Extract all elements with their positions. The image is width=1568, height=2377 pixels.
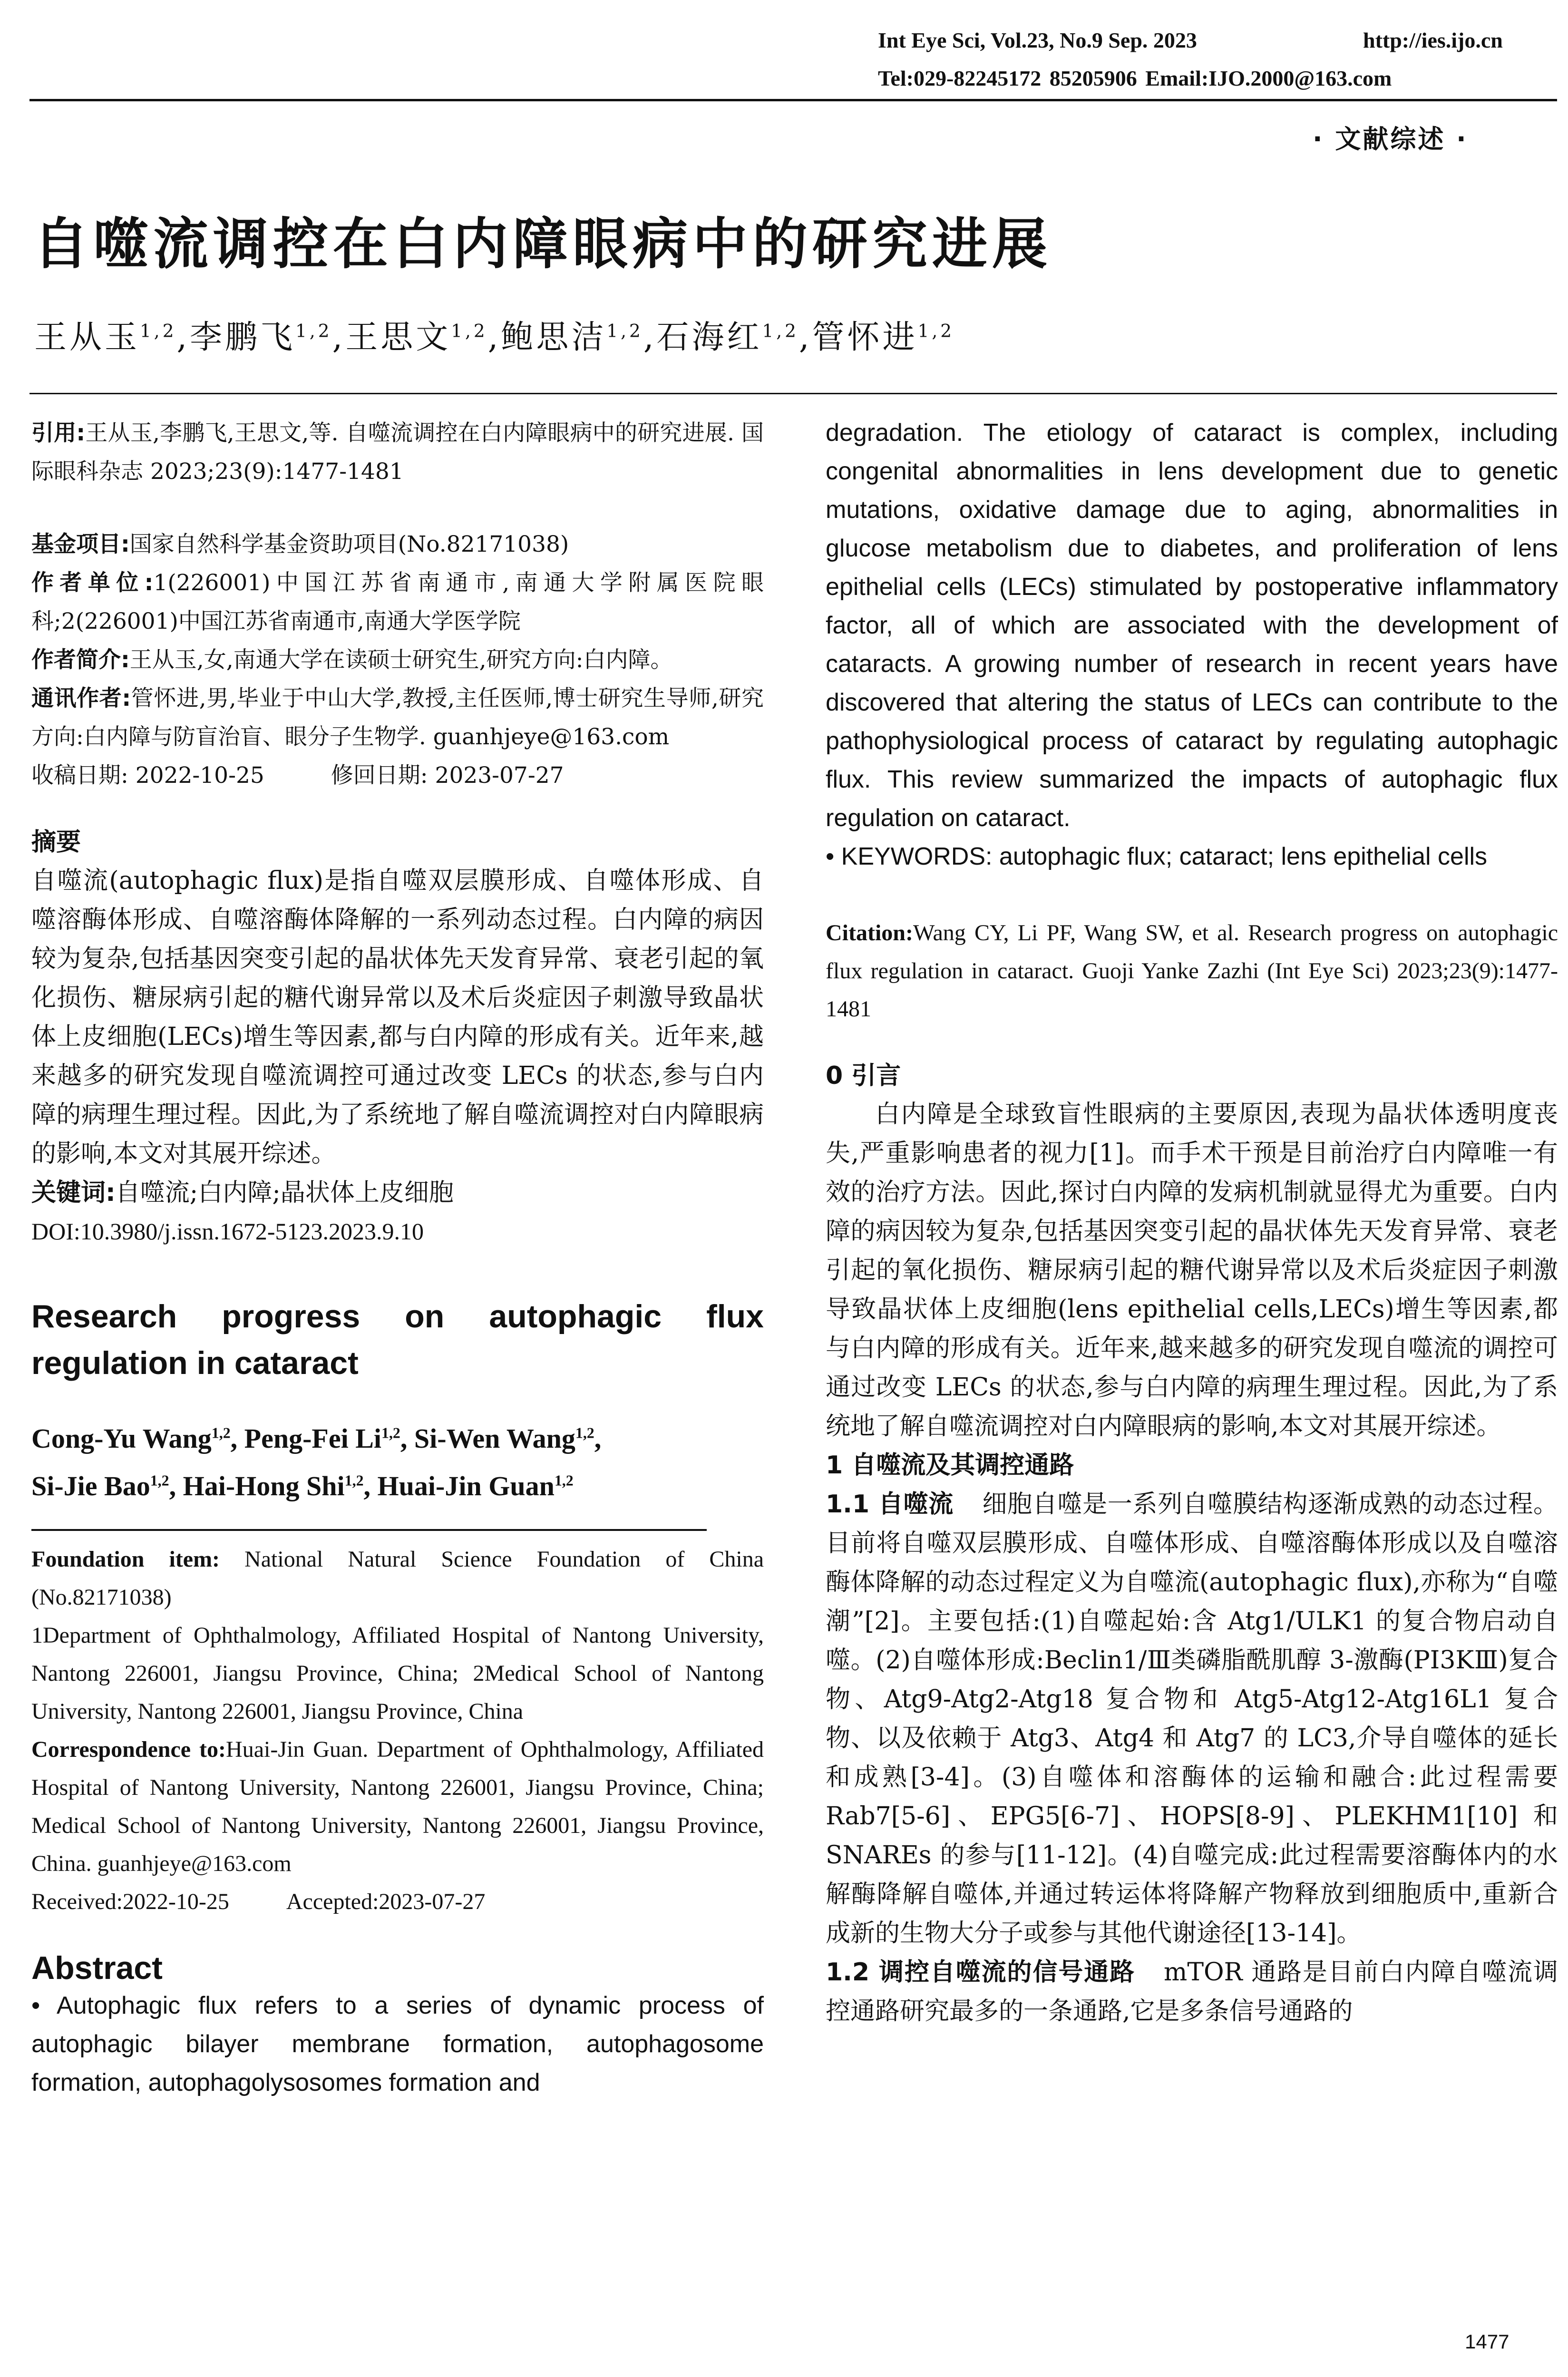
english-title: Research progress on autophagic flux regulation in cataract — [31, 1298, 764, 1381]
header-url[interactable]: http://ies.ijo.cn — [1363, 28, 1503, 52]
section-1-heading: 1 自噬流及其调控通路 — [826, 1451, 1074, 1480]
left-column — [31, 414, 764, 2102]
abstract-en-start: • Autophagic flux refers to a series of dynamic process of autophagic bilayer membrane formation, autophagosome formation, autophagolysosomes formation and — [31, 1992, 764, 2096]
header-contact: Tel:029-82245172 85205906 Email:IJO.2000@163.com — [878, 66, 1392, 90]
section-1-2: 1.2 调控自噬流的信号通路 mTOR 通路是目前白内障自噬流调控通路研究最多的一条通路,它是多条信号通路的 — [826, 1958, 1558, 2026]
section-0-heading: 0 引言 — [826, 1062, 901, 1090]
authors-rule — [29, 393, 1557, 394]
abstract-text: 自噬流(autophagic flux)是指自噬双层膜形成、自噬体形成、自噬溶酶体形成、自噬溶酶体降解的一系列动态过程。白内障的病因较为复杂,包括基因突变引起的晶状体先天发育异常、衰老引起的氧化损伤、糖尿病引起的糖代谢异常以及术后炎症因子刺激导致晶状体上皮细胞(LECs)增生等因素,都与白内障的形成有关。近年来,越来越多的研究发现自噬流调控可通过改变 LECs 的状态,参与白内障的病理生理过程。因此,为了系统地了解自噬流调控对白内障眼病的影响,本文对其展开综述。 — [31, 867, 764, 1168]
en-author-1: Cong-Yu Wang$^{1,2}$ — [31, 1423, 231, 1454]
author-2: 李鹏飞$^{1,2}$ — [190, 319, 332, 356]
correspondence-en: Correspondence to:Huai-Jin Guan. Department of Ophthalmology, Affiliated Hospital of Nantong University, Nantong 226001, Jiangsu Province, China; Medical School of Nantong University, Nantong 226001, Jiangsu Province, China. guanhjeye@163.com — [31, 1737, 764, 1876]
section-1-1: 1.1 自噬流 细胞自噬是一系列自噬膜结构逐渐成熟的动态过程。目前将自噬双层膜形成、自噬体形成、自噬溶酶体形成以及自噬溶酶体降解的动态过程定义为自噬流(autophagic flux),亦称为“自噬潮”[2]。主要包括:(1)自噬起始:含 Atg1/ULK1 的复合物启动自噬。(2)自噬体形成:Beclin1/Ⅲ类磷脂酰肌醇 3-激酶(PI3KⅢ)复合物、Atg9-Atg2-Atg18 复合物和 Atg5-Atg12-Atg16L1 复合物、以及依赖于 Atg3、Atg4 和 Atg7 的 LC3,介导自噬体的延长和成熟[3-4]。(3)自噬体和溶酶体的运输和融合:此过程需要 Rab7[5-6]、EPG5[6-7]、HOPS[8-9]、PLEKHM1[10] 和 SNAREs 的参与[11-12]。(4)自噬完成:此过程需要溶酶体内的水解酶降解自噬体,并通过转运体将降解产物释放到细胞质中,重新合成新的生物大分子或参与其他代谢途径[13-14]。 — [826, 1490, 1558, 1948]
dates-en: Received:2022-10-25 Accepted:2023-07-27 — [31, 1889, 486, 1914]
fund-block: 基金项目:国家自然科学基金资助项目(No.82171038) — [31, 531, 569, 557]
bio-block: 作者简介:王从玉,女,南通大学在读硕士研究生,研究方向:白内障。 — [31, 647, 673, 673]
right-column — [826, 414, 1558, 2031]
en-author-5: Hai-Hong Shi$^{1,2}$ — [183, 1471, 364, 1501]
keywords-block: 关键词:自噬流;白内障;晶状体上皮细胞 — [31, 1179, 454, 1207]
author-3: 王思文$^{1,2}$ — [345, 319, 488, 356]
header-rule — [29, 99, 1557, 101]
citation-block: 引用:王从玉,李鹏飞,王思文,等. 自噬流调控在白内障眼病中的研究进展. 国际眼科杂志 2023;23(9):1477-1481 — [31, 420, 764, 485]
corr-block: 通讯作者:管怀进,男,毕业于中山大学,教授,主任医师,博士研究生导师,研究方向:白内障与防盲治盲、眼分子生物学. guanhjeye@163.com — [31, 685, 764, 750]
keywords-en: • KEYWORDS: autophagic flux; cataract; lens epithelial cells — [826, 843, 1488, 870]
abstract-en-heading: Abstract — [31, 1950, 163, 1986]
section-tag: · 文献综述 · — [1313, 124, 1468, 154]
dates-block: 收稿日期: 2022-10-25 修回日期: 2023-07-27 — [31, 762, 564, 789]
section-0-text: 白内障是全球致盲性眼病的主要原因,表现为晶状体透明度丧失,严重影响患者的视力[1]。而手术干预是目前治疗白内障唯一有效的治疗方法。因此,探讨白内障的发病机制就显得尤为重要。白内障的病因较为复杂,包括基因突变引起的晶状体先天发育异常、衰老引起的氧化损伤、糖尿病引起的糖代谢异常以及术后炎症因子刺激导致晶状体上皮细胞(lens epithelial cells,LECs)增生等因素,都与白内障的形成有关。近年来,越来越多的研究发现自噬流的调控可通过改变 LECs 的状态,参与白内障的病理生理过程。因此,为了系统地了解自噬流调控对白内障眼病的影响,本文对其展开综述。 — [826, 1100, 1558, 1441]
en-author-3: Si-Wen Wang$^{1,2}$ — [414, 1423, 594, 1454]
header-journal: Int Eye Sci, Vol.23, No.9 Sep. 2023 — [878, 28, 1197, 52]
authors: 王从玉$^{1,2}$,李鹏飞$^{1,2}$,王思文$^{1,2}$,鲍思洁$^{1,2}$,石海红$^{1,2}$,管怀进$^{1,2}$ — [34, 319, 955, 356]
unit-block: 作者单位:1(226001)中国江苏省南通市,南通大学附属医院眼科;2(226001)中国江苏省南通市,南通大学医学院 — [31, 570, 764, 634]
en-author-4: Si-Jie Bao$^{1,2}$ — [31, 1471, 169, 1501]
page-title: 自噬流调控在白内障眼病中的研究进展 — [33, 212, 1052, 276]
page-number: 1477 — [1465, 2330, 1510, 2353]
abstract-en-continued: degradation. The etiology of cataract is complex, including congenital abnormalities in lens development due to genetic mutations, oxidative damage due to aging, abnormalities in glucose metabolism due to diabetes, and proliferation of lens epithelial cells (LECs) stimulated by postoperative inflammatory factor, all of which are associated with the development of cataracts. A growing number of research in recent years have discovered that altering the status of LECs can contribute to the pathophysiological process of cataract by regulating autophagic flux. This review summarized the impacts of autophagic flux regulation on cataract. — [826, 419, 1558, 832]
english-authors: Cong-Yu Wang$^{1,2}$, Peng-Fei Li$^{1,2}$, Si-Wen Wang$^{1,2}$, Si-Jie Bao$^{1,2}$, Hai-Hong Shi$^{1,2}$, Huai-Jin Guan$^{1,2}$ — [31, 1423, 602, 1501]
doi[interactable]: DOI:10.3980/j.issn.1672-5123.2023.9.10 — [31, 1218, 424, 1245]
abstract-heading: 摘要 — [31, 828, 81, 857]
foundation-en: Foundation item: National Natural Science Foundation of China (No.82171038) — [31, 1547, 764, 1610]
author-5: 石海红$^{1,2}$ — [656, 319, 799, 356]
affiliation-en: 1Department of Ophthalmology, Affiliated Hospital of Nantong University, Nantong 226001, Jiangsu Province, China; 2Medical School of Nantong University, Nantong 226001, Jiangsu Province, China — [31, 1623, 764, 1724]
citation-en: Citation:Wang CY, Li PF, Wang SW, et al. Research progress on autophagic flux regulation in cataract. Guoji Yanke Zazhi (Int Eye Sci) 2023;23(9):1477-1481 — [826, 920, 1558, 1022]
en-author-6: Huai-Jin Guan$^{1,2}$ — [377, 1471, 574, 1501]
author-6: 管怀进$^{1,2}$ — [812, 319, 955, 356]
en-author-2: Peng-Fei Li$^{1,2}$ — [244, 1423, 400, 1454]
author-1: 王从玉$^{1,2}$ — [34, 319, 177, 356]
author-4: 鲍思洁$^{1,2}$ — [501, 319, 643, 356]
